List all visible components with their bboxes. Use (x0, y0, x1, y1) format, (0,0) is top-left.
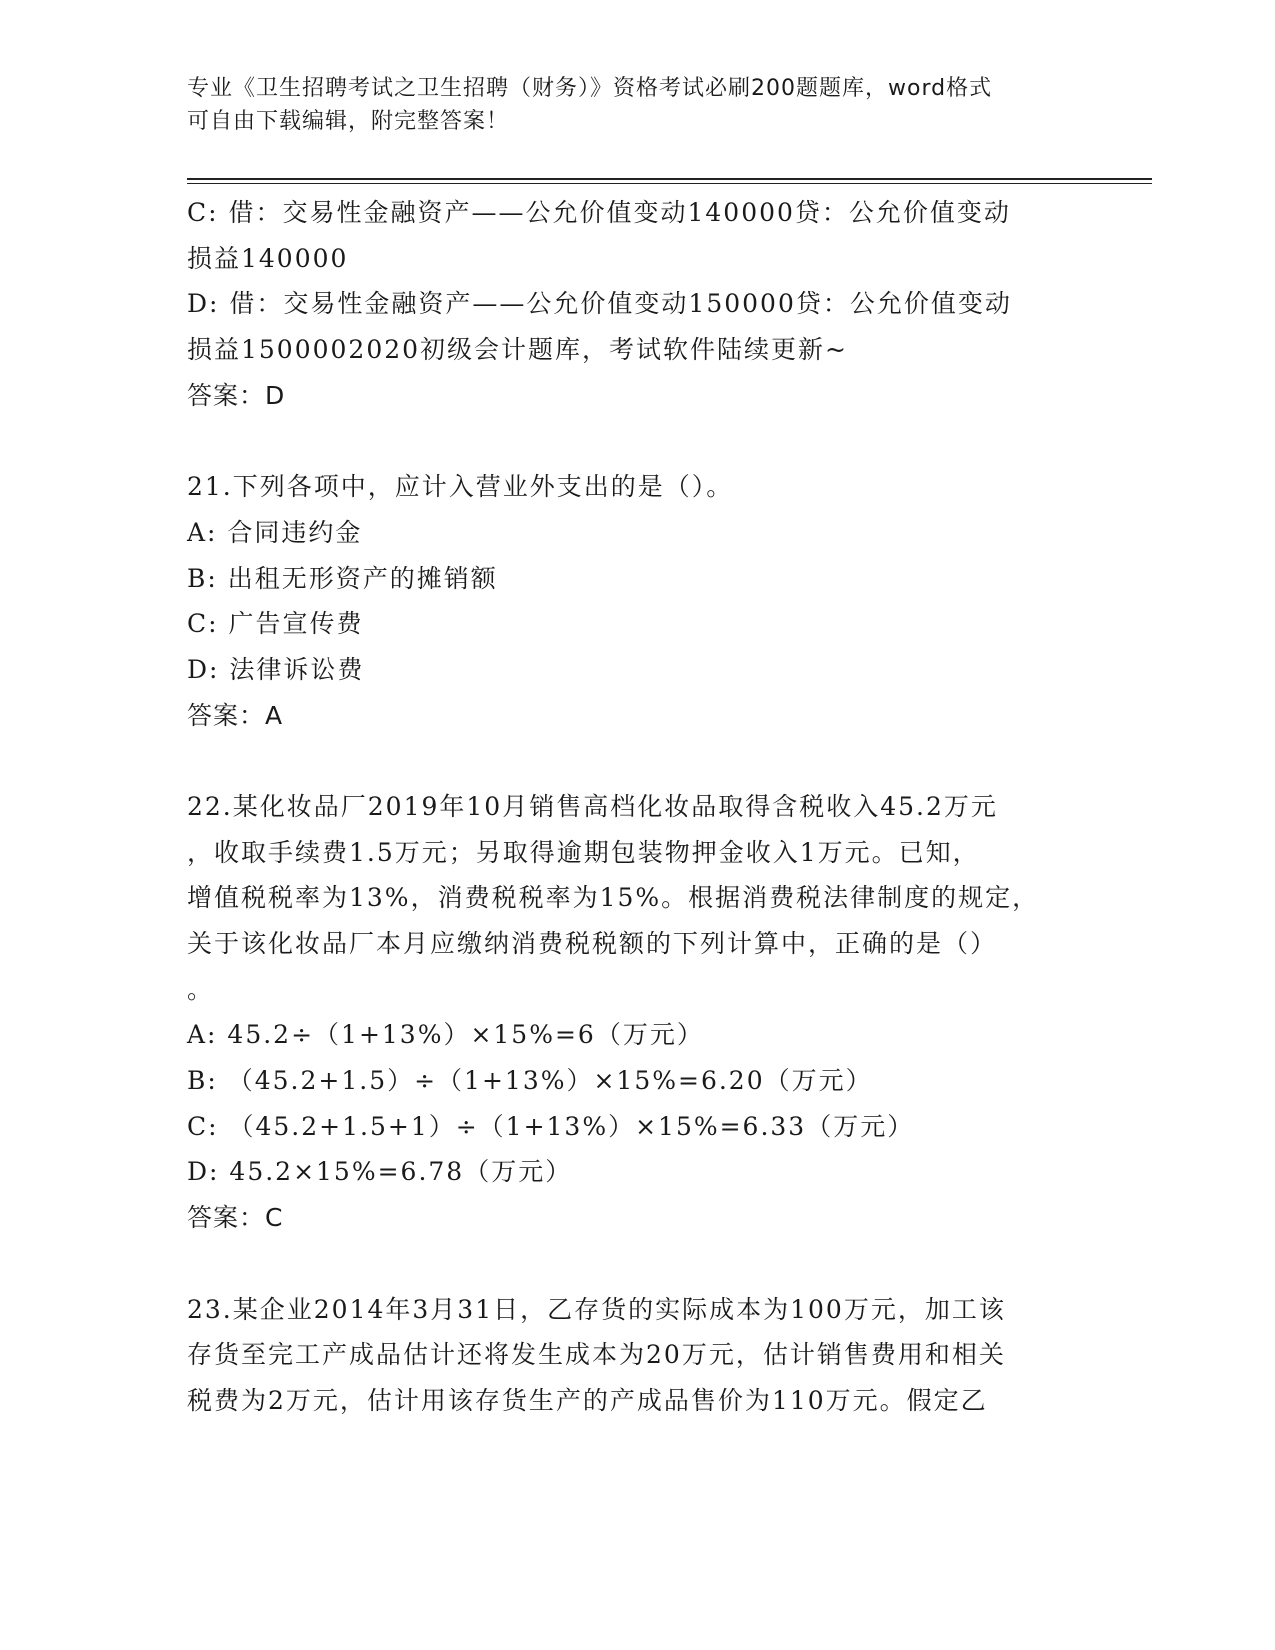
question-stem-continued: 税费为2万元，估计用该存货生产的产成品售价为110万元。假定乙 (187, 1385, 988, 1415)
option-b: B: （45.2+1.5）÷（1+13%）×15%=6.20（万元） (187, 1066, 873, 1096)
question-stem-continued: 增值税税率为13%，消费税税率为15%。根据消费税法律制度的规定， (187, 883, 1040, 913)
question-stem: 22.某化妆品厂2019年10月销售高档化妆品取得含税收入45.2万元 (187, 791, 998, 821)
option-c: C: 广告宣传费 (187, 609, 364, 639)
document-body (187, 190, 1087, 1424)
option-c: C: 借：交易性金融资产——公允价值变动140000贷：公允价值变动 (187, 198, 1011, 227)
header-line-2: 可自由下载编辑，附完整答案！ (187, 109, 510, 134)
answer: 答案：A (187, 700, 284, 730)
option-d: D: 45.2×15%=6.78（万元） (187, 1157, 573, 1187)
question-stem-continued: ，收取手续费1.5万元；另取得逾期包装物押金收入1万元。已知， (187, 837, 980, 867)
header-line-1: 专业《卫生招聘考试之卫生招聘（财务）》资格考试必刷200题题库，word格式 (187, 76, 993, 101)
question-21 (187, 464, 1087, 738)
spacer (187, 738, 1087, 784)
option-c-continued: 损益140000 (187, 243, 349, 273)
option-a: A: 45.2÷（1+13%）×15%=6（万元） (187, 1020, 704, 1050)
option-d: D: 法律诉讼费 (187, 654, 365, 684)
question-stem: 23.某企业2014年3月31日，乙存货的实际成本为100万元，加工该 (187, 1294, 1006, 1324)
answer: 答案：D (187, 380, 286, 410)
question-stem-continued: 存货至完工产成品估计还将发生成本为20万元，估计销售费用和相关 (187, 1340, 1006, 1370)
spacer (187, 1241, 1087, 1287)
option-d-continued: 损益1500002020初级会计题库，考试软件陆续更新~ (187, 335, 849, 365)
document-header (187, 72, 1067, 138)
answer: 答案：C (187, 1203, 284, 1233)
option-c: C: （45.2+1.5+1）÷（1+13%）×15%=6.33（万元） (187, 1111, 915, 1141)
question-stem-continued: 。 (187, 974, 215, 1004)
header-divider-thick (187, 178, 1152, 180)
question-22 (187, 784, 1087, 1241)
carryover-question (187, 190, 1087, 418)
question-23 (187, 1287, 1087, 1424)
spacer (187, 418, 1087, 464)
question-stem-continued: 关于该化妆品厂本月应缴纳消费税税额的下列计算中，正确的是（） (187, 929, 998, 958)
option-b: B: 出租无形资产的摊销额 (187, 563, 498, 593)
option-d: D: 借：交易性金融资产——公允价值变动150000贷：公允价值变动 (187, 289, 1012, 319)
question-stem: 21.下列各项中，应计入营业外支出的是（）。 (187, 472, 734, 502)
option-a: A: 合同违约金 (187, 517, 363, 547)
header-divider-thin (187, 183, 1152, 184)
